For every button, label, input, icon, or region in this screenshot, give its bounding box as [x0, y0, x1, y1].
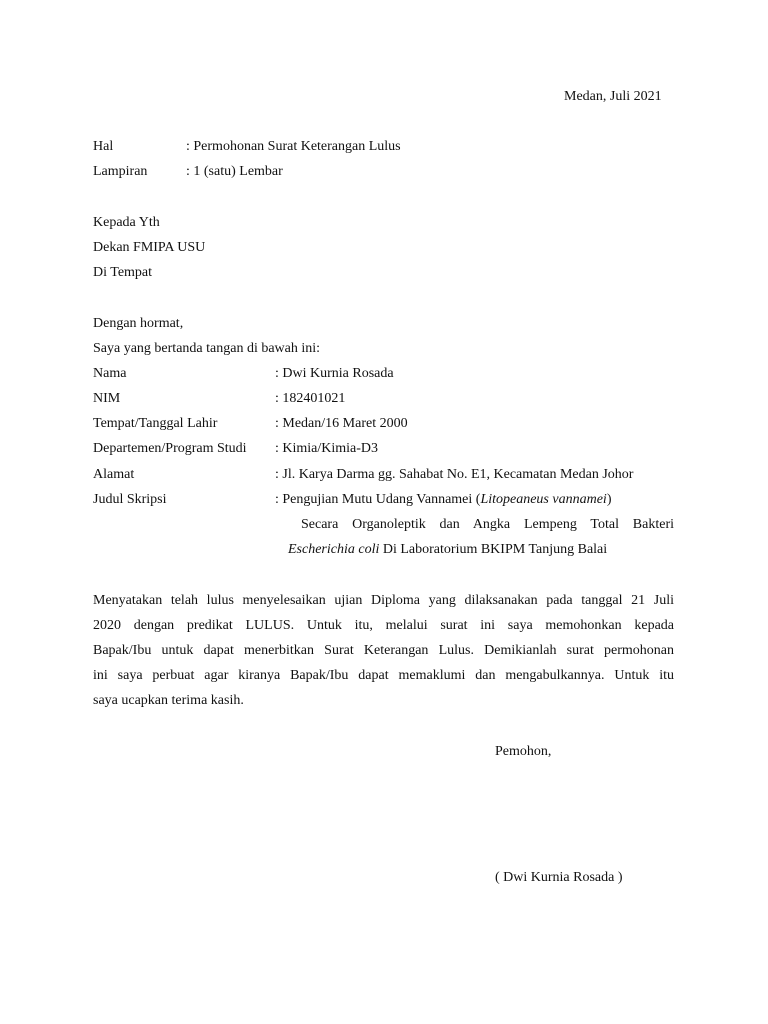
- body-line-5: saya ucapkan terima kasih.: [93, 693, 244, 708]
- body-line-4: ini saya perbuat agar kiranya Bapak/Ibu dapat memaklumi dan mengabulkannya. Untuk itu: [93, 668, 674, 683]
- species-name: Litopeaneus vannamei: [480, 492, 607, 507]
- birth-value: : Medan/16 Maret 2000: [275, 416, 408, 431]
- greeting: Dengan hormat,: [93, 316, 184, 331]
- subject-label: Hal: [93, 139, 114, 154]
- intro-text: Saya yang bertanda tangan di bawah ini:: [93, 341, 321, 356]
- body-line-3: Bapak/Ibu untuk dapat menerbitkan Surat Keterangan Lulus. Demikianlah surat permohonan: [93, 643, 674, 658]
- thesis-label: Judul Skripsi: [93, 492, 167, 507]
- recipient-line-1: Kepada Yth: [93, 215, 160, 230]
- place-date: Medan, Juli 2021: [564, 89, 662, 104]
- nim-label: NIM: [93, 391, 121, 406]
- name-value: : Dwi Kurnia Rosada: [275, 366, 394, 381]
- thesis-value-line-2: Secara Organoleptik dan Angka Lempeng Total Bakteri: [301, 517, 674, 532]
- signer-title: Pemohon,: [495, 744, 552, 759]
- attachment-value: : 1 (satu) Lembar: [186, 164, 283, 179]
- address-label: Alamat: [93, 467, 135, 482]
- recipient-line-3: Di Tempat: [93, 265, 153, 280]
- department-label: Departemen/Program Studi: [93, 441, 247, 456]
- name-label: Nama: [93, 366, 127, 381]
- bacteria-name: Escherichia coli: [288, 542, 380, 557]
- body-line-2: 2020 dengan predikat LULUS. Untuk itu, melalui surat ini saya memohonkan kepada: [93, 618, 674, 633]
- department-value: : Kimia/Kimia-D3: [275, 441, 379, 456]
- nim-value: : 182401021: [275, 391, 346, 406]
- attachment-label: Lampiran: [93, 164, 148, 179]
- body-line-1: Menyatakan telah lulus menyelesaikan ujian Diploma yang dilaksanakan pada tanggal 21 Juli: [93, 593, 674, 608]
- thesis-value-line-3: Escherichia coli Di Laboratorium BKIPM Tanjung Balai: [288, 542, 608, 557]
- birth-label: Tempat/Tanggal Lahir: [93, 416, 218, 431]
- subject-value: : Permohonan Surat Keterangan Lulus: [186, 139, 401, 154]
- signer-name: ( Dwi Kurnia Rosada ): [495, 870, 623, 885]
- recipient-line-2: Dekan FMIPA USU: [93, 240, 206, 255]
- address-value: : Jl. Karya Darma gg. Sahabat No. E1, Kecamatan Medan Johor: [275, 467, 634, 482]
- thesis-value-line-1: : Pengujian Mutu Udang Vannamei (Litopeaneus vannamei): [275, 492, 612, 507]
